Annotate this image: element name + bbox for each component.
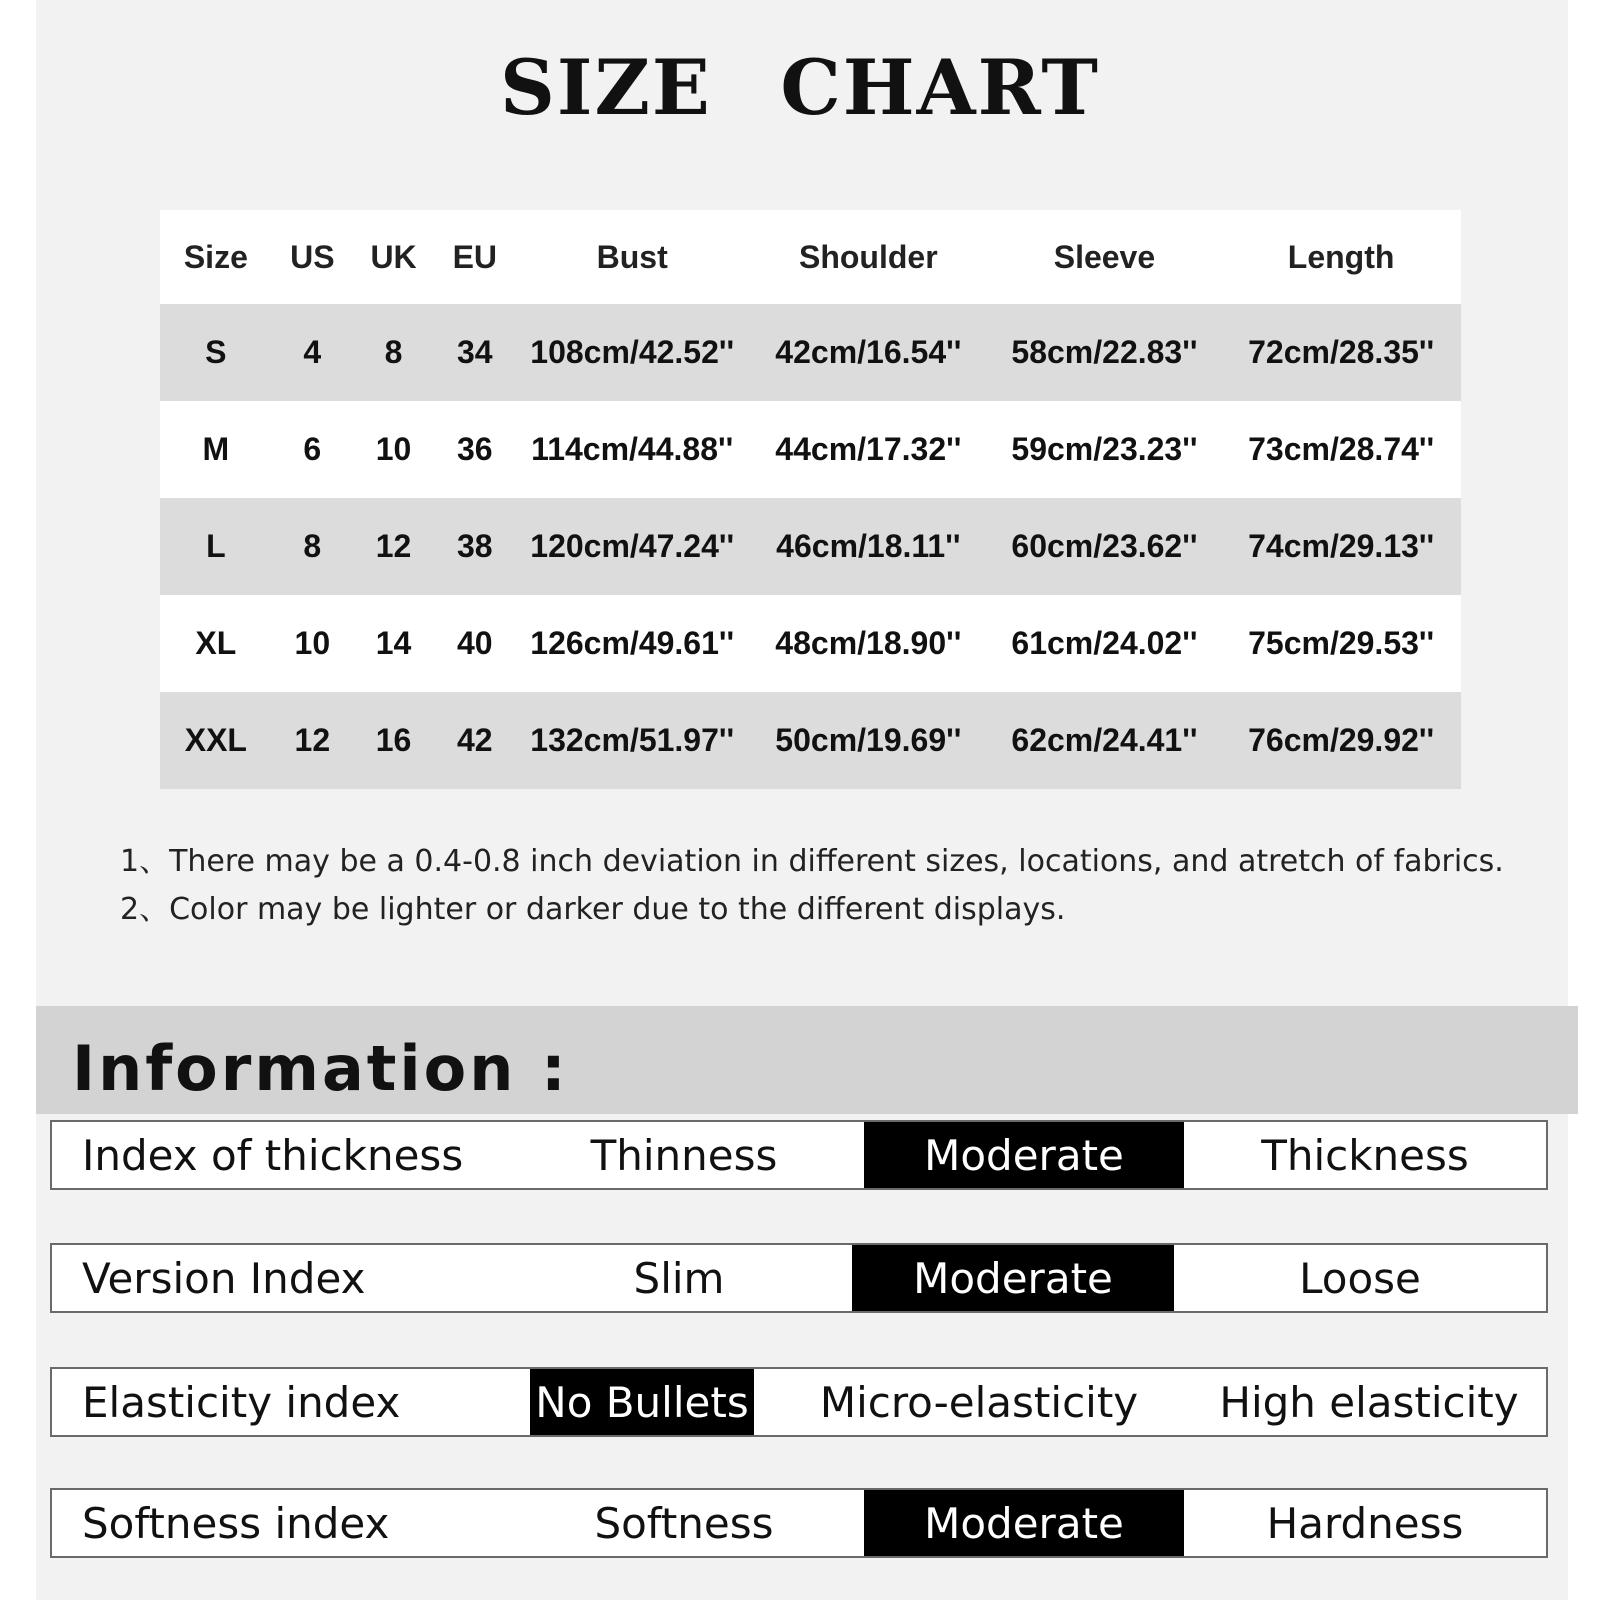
table-cell: L bbox=[160, 498, 272, 595]
attr-option: Softness bbox=[594, 1498, 774, 1548]
table-cell: 46cm/18.11'' bbox=[749, 498, 988, 595]
header-cell: Length bbox=[1221, 210, 1461, 304]
softness-index-row bbox=[50, 1488, 1548, 1558]
attr-option: Slim bbox=[633, 1253, 725, 1303]
header-cell: US bbox=[272, 210, 353, 304]
table-cell: S bbox=[160, 304, 272, 401]
attr-option: No Bullets bbox=[530, 1369, 754, 1435]
table-row bbox=[160, 304, 1461, 401]
table-row bbox=[160, 401, 1461, 498]
table-cell: 62cm/24.41'' bbox=[988, 692, 1222, 789]
attr-label: Elasticity index bbox=[82, 1377, 401, 1427]
attr-label: Softness index bbox=[82, 1498, 390, 1548]
size-chart-table bbox=[160, 210, 1461, 789]
table-cell: 36 bbox=[434, 401, 515, 498]
header-cell: Bust bbox=[515, 210, 749, 304]
attr-option: High elasticity bbox=[1219, 1377, 1519, 1427]
table-cell: 38 bbox=[434, 498, 515, 595]
table-row bbox=[160, 692, 1461, 789]
header-cell: Shoulder bbox=[749, 210, 988, 304]
thickness-index-row bbox=[50, 1120, 1548, 1190]
table-cell: 44cm/17.32'' bbox=[749, 401, 988, 498]
table-cell: 74cm/29.13'' bbox=[1221, 498, 1461, 595]
table-cell: XXL bbox=[160, 692, 272, 789]
attr-option: Moderate bbox=[864, 1490, 1184, 1556]
table-cell: M bbox=[160, 401, 272, 498]
table-cell: 8 bbox=[353, 304, 434, 401]
note-line: 1、There may be a 0.4-0.8 inch deviation in different sizes, locations, and atretch of fabrics. bbox=[120, 844, 1504, 879]
table-cell: 34 bbox=[434, 304, 515, 401]
table-row bbox=[160, 595, 1461, 692]
table-cell: 72cm/28.35'' bbox=[1221, 304, 1461, 401]
attr-option: Loose bbox=[1299, 1253, 1421, 1303]
table-cell: 126cm/49.61'' bbox=[515, 595, 749, 692]
elasticity-index-row bbox=[50, 1367, 1548, 1437]
attr-option: Micro-elasticity bbox=[819, 1377, 1139, 1427]
attr-option: Moderate bbox=[852, 1245, 1174, 1311]
table-cell: 6 bbox=[272, 401, 353, 498]
table-cell: 59cm/23.23'' bbox=[988, 401, 1222, 498]
table-cell: 42cm/16.54'' bbox=[749, 304, 988, 401]
table-cell: 42 bbox=[434, 692, 515, 789]
table-cell: XL bbox=[160, 595, 272, 692]
table-cell: 12 bbox=[272, 692, 353, 789]
table-cell: 61cm/24.02'' bbox=[988, 595, 1222, 692]
table-cell: 75cm/29.53'' bbox=[1221, 595, 1461, 692]
header-cell: Sleeve bbox=[988, 210, 1222, 304]
version-index-row bbox=[50, 1243, 1548, 1313]
table-cell: 60cm/23.62'' bbox=[988, 498, 1222, 595]
table-cell: 58cm/22.83'' bbox=[988, 304, 1222, 401]
table-header-row bbox=[160, 210, 1461, 304]
information-title: Information : bbox=[72, 1032, 569, 1105]
header-cell: EU bbox=[434, 210, 515, 304]
table-cell: 14 bbox=[353, 595, 434, 692]
table-cell: 12 bbox=[353, 498, 434, 595]
attr-option: Hardness bbox=[1266, 1498, 1464, 1548]
page-title: SIZE CHART bbox=[500, 43, 1100, 132]
header-cell: Size bbox=[160, 210, 272, 304]
table-cell: 10 bbox=[353, 401, 434, 498]
table-cell: 10 bbox=[272, 595, 353, 692]
header-cell: UK bbox=[353, 210, 434, 304]
table-cell: 120cm/47.24'' bbox=[515, 498, 749, 595]
attr-label: Index of thickness bbox=[82, 1130, 464, 1180]
table-cell: 108cm/42.52'' bbox=[515, 304, 749, 401]
table-cell: 48cm/18.90'' bbox=[749, 595, 988, 692]
attr-option: Moderate bbox=[864, 1122, 1184, 1188]
table-cell: 4 bbox=[272, 304, 353, 401]
attr-label: Version Index bbox=[82, 1253, 366, 1303]
table-cell: 76cm/29.92'' bbox=[1221, 692, 1461, 789]
table-cell: 40 bbox=[434, 595, 515, 692]
note-line: 2、Color may be lighter or darker due to the different displays. bbox=[120, 892, 1066, 927]
table-cell: 16 bbox=[353, 692, 434, 789]
table-row bbox=[160, 498, 1461, 595]
table-cell: 73cm/28.74'' bbox=[1221, 401, 1461, 498]
table-cell: 114cm/44.88'' bbox=[515, 401, 749, 498]
table-cell: 132cm/51.97'' bbox=[515, 692, 749, 789]
attr-option: Thinness bbox=[590, 1130, 778, 1180]
attr-option: Thickness bbox=[1261, 1130, 1469, 1180]
table-cell: 8 bbox=[272, 498, 353, 595]
notes bbox=[120, 838, 1560, 934]
table-cell: 50cm/19.69'' bbox=[749, 692, 988, 789]
